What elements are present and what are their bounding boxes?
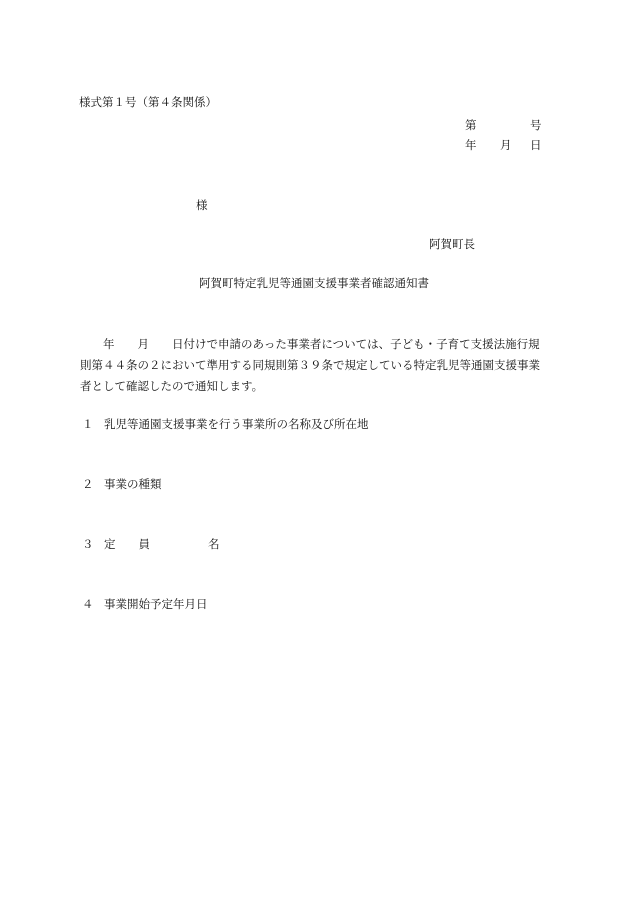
date-year: 年 xyxy=(465,138,477,152)
body-line: 年 月 日付けで申請のあった事業者については、子ども・子育て支援法施行規 xyxy=(103,337,540,351)
item-number: ４ xyxy=(82,597,94,611)
item-number: ３ xyxy=(82,537,94,551)
document-number-prefix: 第 xyxy=(465,118,477,132)
item-label: 乳児等通園支援事業を行う事業所の名称及び所在地 xyxy=(104,417,369,431)
body-paragraph xyxy=(80,334,550,397)
issuer-name: 阿賀町長 xyxy=(429,237,475,251)
item-label: 事業の種類 xyxy=(104,477,162,491)
body-line: 則第４４条の２において準用する同規則第３９条で規定している特定乳児等通園支援事業 xyxy=(80,358,540,372)
date-day: 日 xyxy=(530,138,542,152)
item-label: 事業開始予定年月日 xyxy=(104,597,208,611)
body-line: 者として確認したので通知します。 xyxy=(80,379,264,393)
item-label: 定 員 xyxy=(104,537,150,551)
form-label: 様式第１号（第４条関係） xyxy=(79,95,217,109)
item-unit: 名 xyxy=(208,537,220,551)
addressee-honorific: 様 xyxy=(196,198,208,212)
document-number-suffix: 号 xyxy=(530,118,542,132)
document-title: 阿賀町特定乳児等通園支援事業者確認通知書 xyxy=(199,276,429,290)
date-month: 月 xyxy=(500,138,512,152)
item-number: １ xyxy=(82,417,94,431)
item-number: ２ xyxy=(82,477,94,491)
